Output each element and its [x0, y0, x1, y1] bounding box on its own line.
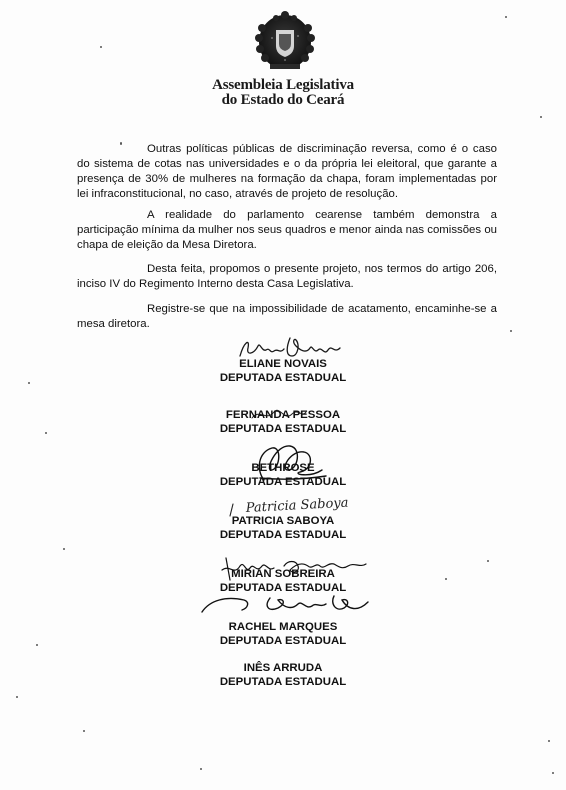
signatory-title: DEPUTADA ESTADUAL: [219, 635, 347, 647]
signatory-block: [170, 661, 396, 689]
signatory-block: [170, 567, 396, 595]
body-paragraph: Registre-se que na impossibilidade de acatamento, encaminhe-se a mesa diretora.: [77, 303, 497, 330]
signature-rachel-marques: [198, 590, 374, 624]
scan-speck: [63, 548, 65, 550]
signatory-name: ELIANE NOVAIS: [239, 358, 327, 370]
scan-speck: [552, 772, 554, 774]
signatory-block: [170, 461, 396, 489]
signatory-name: MIRIAN SOBREIRA: [231, 568, 335, 580]
scan-speck: [505, 16, 507, 18]
signature-text: Patricia Saboya: [245, 495, 349, 516]
scan-speck: [28, 382, 30, 384]
signatory-title: DEPUTADA ESTADUAL: [219, 582, 347, 594]
scan-speck: [45, 432, 47, 434]
signatory-title: DEPUTADA ESTADUAL: [219, 423, 347, 435]
signatory-name: FERNANDA PESSOA: [225, 409, 341, 421]
signatory-name: BETHROSE: [251, 462, 315, 474]
signatory-name: RACHEL MARQUES: [228, 621, 338, 633]
signatory-block: [170, 620, 396, 648]
scan-speck: [487, 560, 489, 562]
signatory-block: [170, 408, 396, 436]
scan-speck: [100, 46, 102, 48]
signatory-name: PATRICIA SABOYA: [231, 515, 335, 527]
scan-speck: [200, 768, 202, 770]
scan-speck: [540, 116, 542, 118]
signatory-title: DEPUTADA ESTADUAL: [219, 529, 347, 541]
scan-speck: [445, 578, 447, 580]
signatory-block: [170, 514, 396, 542]
body-paragraph: A realidade do parlamento cearense também demonstra a participação mínima da mulher nos seus quadros e menor ainda nas comissões ou chapa de eleição da Mesa Diretora.: [77, 209, 497, 251]
signatory-block: [170, 357, 396, 385]
signatory-title: DEPUTADA ESTADUAL: [219, 476, 347, 488]
scan-speck: [83, 730, 85, 732]
signatory-title: DEPUTADA ESTADUAL: [219, 676, 347, 688]
letterhead-title: Assembleia Legislativa: [212, 77, 354, 93]
signatory-title: DEPUTADA ESTADUAL: [219, 372, 347, 384]
letterhead-subtitle: do Estado do Ceará: [221, 92, 345, 108]
signatory-name: INÊS ARRUDA: [243, 662, 323, 674]
scan-speck: [36, 644, 38, 646]
scan-speck: [510, 330, 512, 332]
state-seal-icon: [252, 8, 318, 74]
scan-speck: [548, 740, 550, 742]
body-paragraph: Outras políticas públicas de discriminação reversa, como é o caso do sistema de cotas nas universidades e o da própria lei eleitoral, que garante a presença de 30% de mulheres na formação da chapa, foram implementadas por lei infraconstitucional, no caso, através de projeto de resolução.: [77, 143, 497, 200]
scan-speck: [16, 696, 18, 698]
body-paragraph: Desta feita, propomos o presente projeto, nos termos do artigo 206, inciso IV do Regimento Interno desta Casa Legislativa.: [77, 263, 497, 290]
